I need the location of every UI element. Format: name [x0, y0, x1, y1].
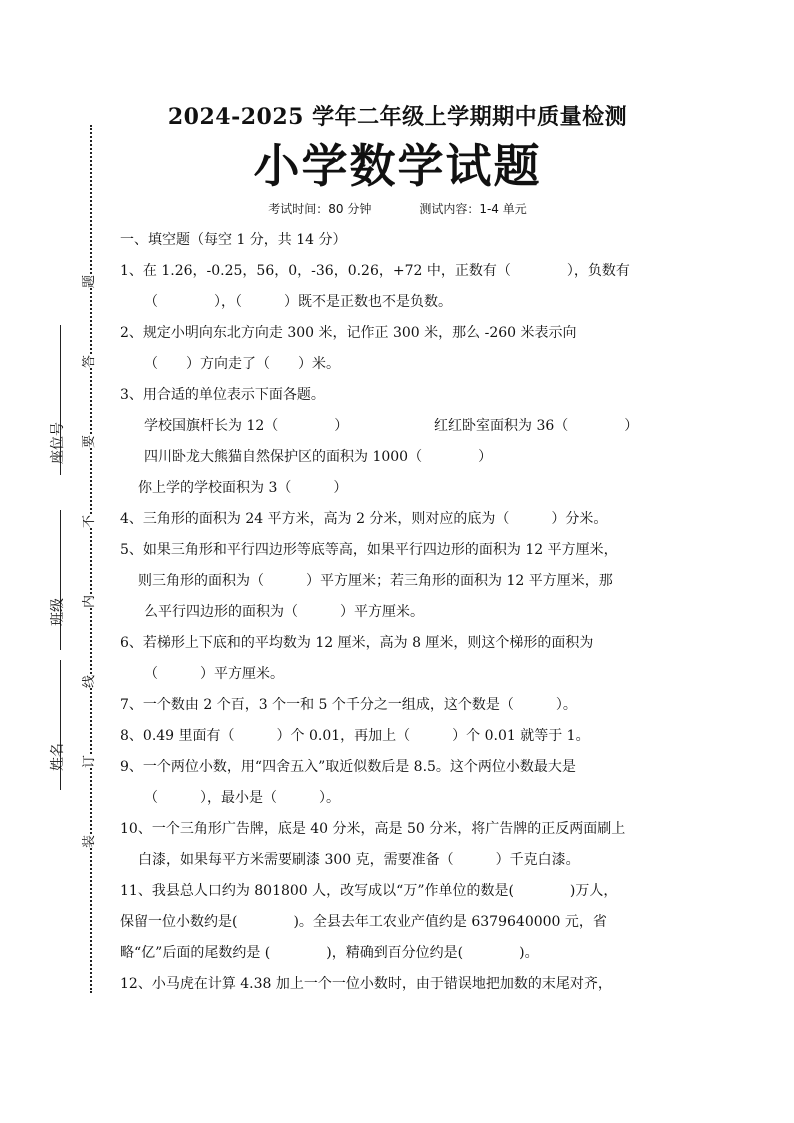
- question-6: [120, 628, 680, 690]
- question-11-line-2: 保留一位小数约是( )。全县去年工农业产值约是 6379640000 元，省: [120, 914, 607, 930]
- question-10-line-2: 白漆，如果每平方米需要刷漆 300 克，需要准备（ ）千克白漆。: [138, 852, 580, 868]
- question-6-line-1: 6、若梯形上下底和的平均数为 12 厘米，高为 8 厘米，则这个梯形的面积为: [120, 635, 594, 651]
- binding-char-4: 不: [82, 514, 98, 529]
- question-11-line-3: 略“亿”后面的尾数约是 ( )，精确到百分位约是( )。: [120, 945, 539, 961]
- question-3-row-1: [120, 411, 680, 442]
- binding-char-2: 答: [82, 354, 98, 369]
- exam-title: 小学数学试题: [253, 139, 542, 193]
- question-3: [120, 380, 680, 504]
- question-3-item-b: 红红卧室面积为 36（ ）: [434, 418, 639, 434]
- question-2-line-1: 2、规定小明向东北方向走 300 米，记作正 300 米，那么 -260 米表示向: [120, 325, 577, 341]
- question-9: [120, 752, 680, 814]
- question-10-line-1: 10、一个三角形广告牌，底是 40 分米，高是 50 分米，将广告牌的正反两面刷上: [120, 821, 626, 837]
- class-underline: [60, 510, 61, 650]
- question-1-line-1: 1、在 1.26，-0.25，56，0，-36，0.26，+72 中，正数有（ ），负数有: [120, 263, 630, 279]
- question-6-line-2: （ ）平方厘米。: [144, 666, 284, 682]
- question-12-line-1: 12、小马虎在计算 4.38 加上一个一位小数时，由于错误地把加数的末尾对齐，: [120, 976, 612, 992]
- question-3-item-d: 你上学的学校面积为 3（ ）: [138, 480, 348, 496]
- exam-meta: [120, 200, 675, 217]
- question-2-line-2: （ ）方向走了（ ）米。: [144, 356, 340, 372]
- name-label: 姓名: [50, 743, 66, 771]
- binding-char-1: 题: [82, 274, 98, 289]
- seat-number-label: 座位号: [50, 422, 66, 464]
- question-4: [120, 504, 680, 535]
- question-11: [120, 876, 680, 969]
- question-7: [120, 690, 680, 721]
- question-3-item-c: 四川卧龙大熊猫自然保护区的面积为 1000（ ）: [144, 449, 493, 465]
- question-7-line-1: 7、一个数由 2 个百，3 个一和 5 个千分之一组成，这个数是（ ）。: [120, 697, 577, 713]
- question-11-line-1: 11、我县总人口约为 801800 人，改写成以“万”作单位的数是( )万人，: [120, 883, 618, 899]
- question-5-line-3: 么平行四边形的面积为（ ）平方厘米。: [144, 604, 424, 620]
- binding-dotted-line: [90, 125, 92, 993]
- question-10: [120, 814, 680, 876]
- question-5-line-1: 5、如果三角形和平行四边形等底等高，如果平行四边形的面积为 12 平方厘米，: [120, 542, 618, 558]
- binding-strip: [40, 125, 110, 995]
- question-1-line-2: （ ），（ ）既不是正数也不是负数。: [144, 294, 452, 310]
- question-3-item-a: 学校国旗杆长为 12（ ）: [144, 418, 349, 434]
- question-8: [120, 721, 680, 752]
- question-1: [120, 256, 680, 318]
- question-5-line-2: 则三角形的面积为（ ）平方厘米；若三角形的面积为 12 平方厘米，那: [138, 573, 613, 589]
- exam-content: 测试内容：1-4 单元: [419, 202, 527, 216]
- question-12: [120, 969, 680, 1000]
- exam-header: [120, 100, 675, 217]
- question-4-line-1: 4、三角形的面积为 24 平方米，高为 2 分米，则对应的底为（ ）分米。: [120, 511, 608, 527]
- question-8-line-1: 8、0.49 里面有（ ）个 0.01，再加上（ ）个 0.01 就等于 1。: [120, 728, 590, 744]
- question-9-line-2: （ ），最小是（ ）。: [144, 790, 340, 806]
- exam-body: [120, 225, 680, 1000]
- question-2: [120, 318, 680, 380]
- question-3-line-1: 3、用合适的单位表示下面各题。: [120, 387, 325, 403]
- binding-char-3: 要: [82, 434, 98, 449]
- binding-char-7: 订: [82, 754, 98, 769]
- binding-char-8: 装: [82, 834, 98, 849]
- section-heading-fill-blank: 一、填空题（每空 1 分，共 14 分）: [120, 232, 347, 248]
- binding-char-5: 内: [82, 594, 98, 609]
- question-5: [120, 535, 680, 628]
- exam-subtitle: 2024-2025 学年二年级上学期期中质量检测: [167, 104, 628, 130]
- exam-time: 考试时间：80 分钟: [268, 202, 372, 216]
- binding-char-6: 线: [82, 674, 98, 689]
- question-9-line-1: 9、一个两位小数，用“四舍五入”取近似数后是 8.5。这个两位小数最大是: [120, 759, 576, 775]
- class-label: 班级: [50, 598, 66, 626]
